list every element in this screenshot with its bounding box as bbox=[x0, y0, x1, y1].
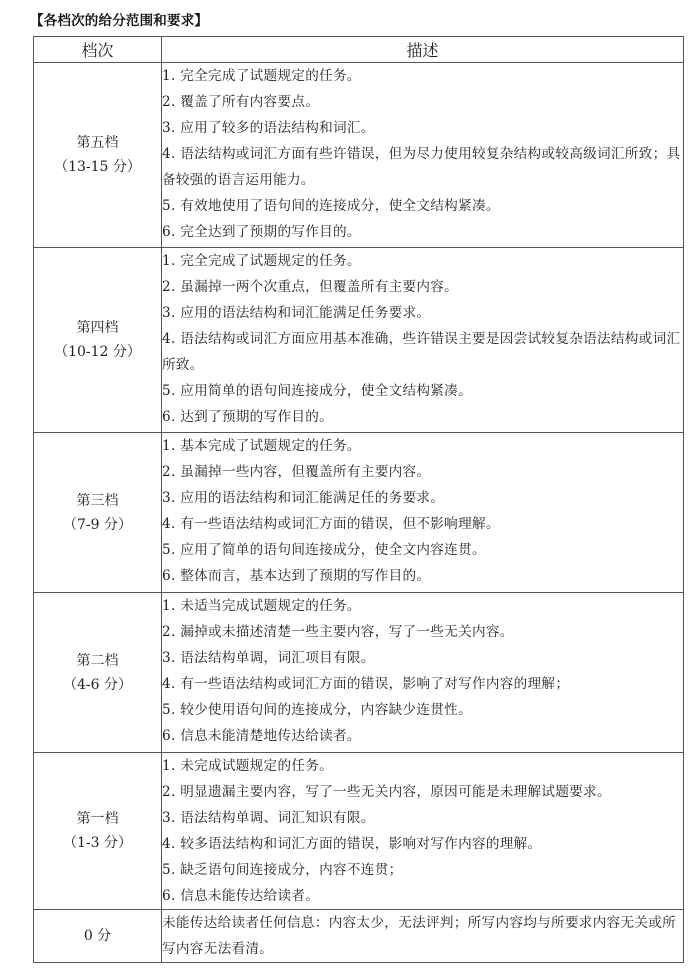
table-row bbox=[34, 248, 684, 433]
level-score: （7-9 分） bbox=[63, 516, 132, 533]
criterion: 3. 语法结构单调、词汇知识有限。 bbox=[162, 810, 375, 826]
table-row bbox=[34, 910, 684, 963]
table-row bbox=[34, 63, 684, 248]
description-cell bbox=[162, 63, 684, 248]
criterion: 1. 未适当完成试题规定的任务。 bbox=[162, 598, 361, 614]
criterion: 未能传达给读者任何信息：内容太少，无法评判；所写内容均与所要求内容无关或所写内容无法看清。 bbox=[162, 915, 677, 957]
criterion: 5. 应用了简单的语句间连接成分，使全文内容连贯。 bbox=[162, 542, 486, 558]
criterion: 6. 信息未能清楚地传达给读者。 bbox=[162, 728, 361, 744]
level-cell bbox=[34, 910, 162, 963]
description-cell bbox=[162, 593, 684, 753]
level-score: （4-6 分） bbox=[63, 676, 132, 693]
criterion: 2. 明显遗漏主要内容，写了一些无关内容，原因可能是未理解试题要求。 bbox=[162, 784, 611, 800]
criterion: 3. 语法结构单调，词汇项目有限。 bbox=[162, 650, 375, 666]
header-description: 描述 bbox=[162, 37, 684, 63]
table-row bbox=[34, 433, 684, 593]
level-name: 第四档 bbox=[76, 320, 119, 336]
level-score: （1-3 分） bbox=[63, 835, 132, 851]
table-row bbox=[34, 593, 684, 753]
table-header-row bbox=[34, 37, 684, 63]
criterion: 3. 应用了较多的语法结构和词汇。 bbox=[162, 120, 375, 136]
criterion: 3. 应用的语法结构和词汇能满足任的务要求。 bbox=[162, 490, 445, 506]
scoring-rubric-table bbox=[33, 36, 684, 963]
criterion: 6. 完全达到了预期的写作目的。 bbox=[162, 224, 361, 240]
criterion: 6. 信息未能传达给读者。 bbox=[162, 888, 320, 904]
level-cell bbox=[34, 753, 162, 910]
criterion: 4. 语法结构或词汇方面有些许错误，但为尽力使用较复杂结构或较高级词汇所致；具备较强的语言运用能力。 bbox=[162, 146, 681, 188]
level-name: 第五档 bbox=[76, 135, 119, 151]
criterion: 5. 缺乏语句间连接成分，内容不连贯； bbox=[162, 862, 403, 878]
criterion: 6. 达到了预期的写作目的。 bbox=[162, 409, 334, 425]
criterion: 2. 虽漏掉一两个次重点，但覆盖所有主要内容。 bbox=[162, 279, 459, 295]
criterion: 4. 语法结构或词汇方面应用基本准确，些许错误主要是因尝试较复杂语法结构或词汇所致。 bbox=[162, 331, 681, 373]
section-heading: 【各档次的给分范围和要求】 bbox=[30, 13, 209, 29]
criterion: 5. 有效地使用了语句间的连接成分，使全文结构紧凑。 bbox=[162, 198, 500, 214]
level-cell bbox=[34, 593, 162, 753]
criterion: 4. 有一些语法结构或词汇方面的错误，影响了对写作内容的理解； bbox=[162, 676, 570, 692]
criterion: 2. 虽漏掉一些内容，但覆盖所有主要内容。 bbox=[162, 464, 431, 480]
criterion: 6. 整体而言，基本达到了预期的写作目的。 bbox=[162, 568, 431, 584]
criterion: 4. 有一些语法结构或词汇方面的错误，但不影响理解。 bbox=[162, 516, 500, 532]
description-cell bbox=[162, 248, 684, 433]
table-row bbox=[34, 753, 684, 910]
criterion: 4. 较多语法结构和词汇方面的错误，影响对写作内容的理解。 bbox=[162, 836, 542, 852]
criterion: 2. 覆盖了所有内容要点。 bbox=[162, 94, 320, 110]
criterion: 2. 漏掉或未描述清楚一些主要内容，写了一些无关内容。 bbox=[162, 624, 514, 640]
level-score: （10-12 分） bbox=[54, 344, 141, 360]
header-level: 档次 bbox=[34, 37, 162, 63]
criterion: 3. 应用的语法结构和词汇能满足任务要求。 bbox=[162, 305, 431, 321]
criterion: 1. 完全完成了试题规定的任务。 bbox=[162, 253, 361, 269]
criterion: 5. 较少使用语句间的连接成分，内容缺少连贯性。 bbox=[162, 702, 472, 718]
description-cell bbox=[162, 910, 684, 963]
criterion: 1. 基本完成了试题规定的任务。 bbox=[162, 438, 361, 454]
level-name: 0 分 bbox=[83, 928, 112, 944]
level-name: 第二档 bbox=[76, 652, 119, 669]
level-cell bbox=[34, 248, 162, 433]
level-name: 第一档 bbox=[76, 811, 119, 827]
level-cell bbox=[34, 433, 162, 593]
description-cell bbox=[162, 433, 684, 593]
criterion: 1. 完全完成了试题规定的任务。 bbox=[162, 68, 361, 84]
level-cell bbox=[34, 63, 162, 248]
criterion: 1. 未完成试题规定的任务。 bbox=[162, 758, 334, 774]
criterion: 5. 应用简单的语句间连接成分，使全文结构紧凑。 bbox=[162, 383, 472, 399]
level-name: 第三档 bbox=[76, 492, 119, 509]
description-cell bbox=[162, 753, 684, 910]
level-score: （13-15 分） bbox=[54, 159, 141, 175]
